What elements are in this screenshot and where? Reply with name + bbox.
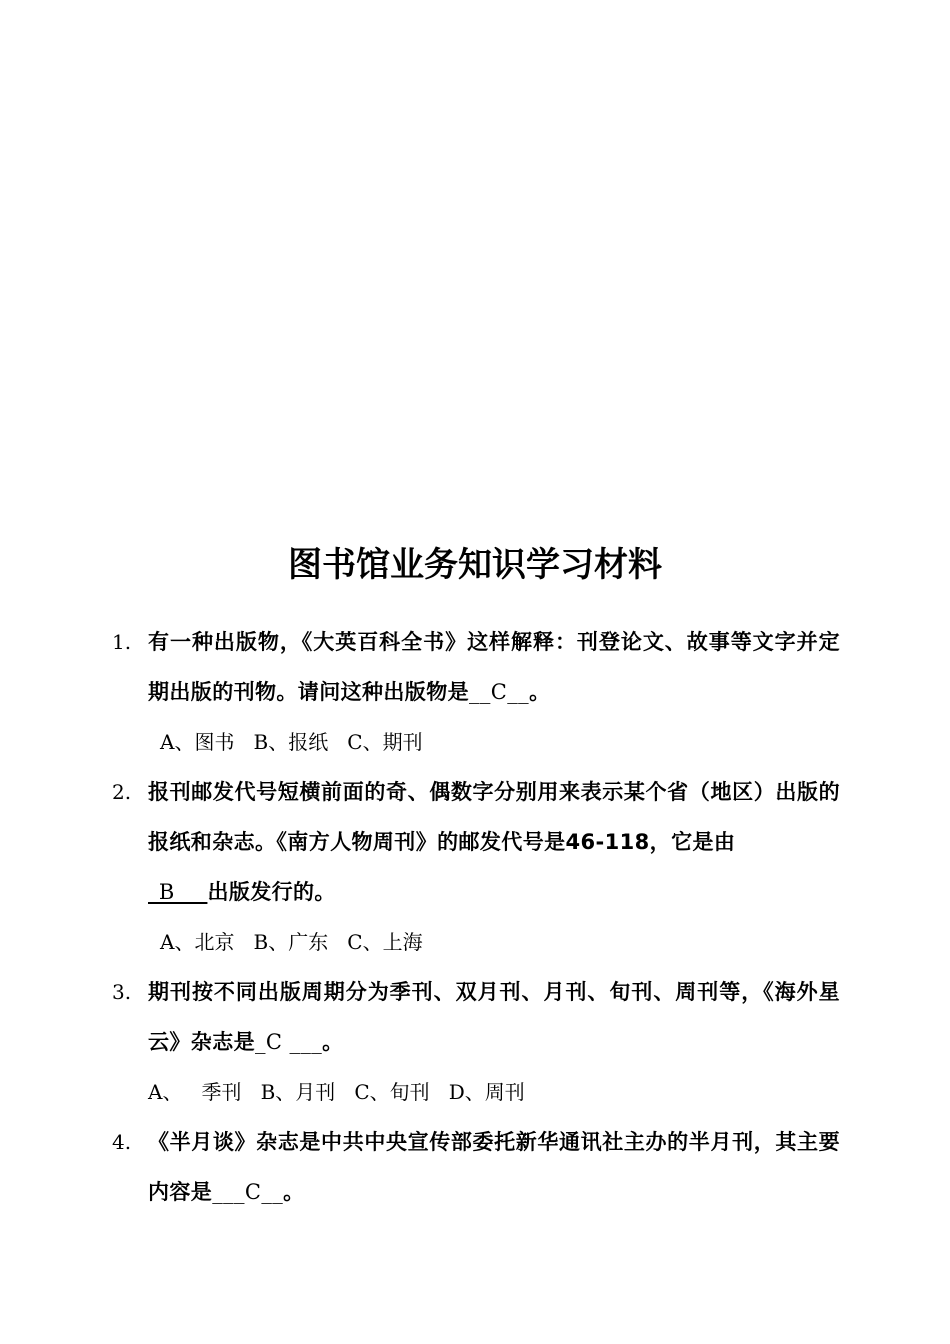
question-number: 3. <box>112 980 132 1004</box>
answer-blank: __C__ <box>469 680 530 704</box>
question-stem: 期刊按不同出版周期分为季刊、双月刊、月刊、旬刊、周刊等，《海外星云》杂志是 <box>148 980 840 1054</box>
answer-options: A、 季刊 B、月刊 C、旬刊 D、周刊 <box>148 1080 525 1104</box>
question-4 <box>112 1117 840 1217</box>
answer-blank: _C ___ <box>255 1030 323 1054</box>
question-text <box>148 967 840 1067</box>
answer-options: A、北京 B、广东 C、上海 <box>160 930 423 954</box>
question-number: 2. <box>112 780 132 804</box>
question-list <box>112 617 840 1217</box>
question-1 <box>112 617 840 767</box>
question-text <box>148 767 840 917</box>
question-stem: 《半月谈》杂志是中共中央宣传部委托新华通讯社主办的半月刊，其主要内容是 <box>148 1130 840 1204</box>
question-stem-end: 。 <box>529 680 551 704</box>
question-number: 1. <box>112 630 132 654</box>
question-text <box>148 617 840 717</box>
question-stem: 报刊邮发代号短横前面的奇、偶数字分别用来表示某个省（地区）出版的报纸和杂志。《南方人物周刊》的邮发代号是46-118，它是由 <box>148 780 840 854</box>
question-number: 4. <box>112 1130 132 1154</box>
question-stem-end: 。 <box>283 1180 305 1204</box>
question-2 <box>112 767 840 967</box>
question-text <box>148 1117 840 1217</box>
question-stem-end: 。 <box>322 1030 344 1054</box>
page-title: 图书馆业务知识学习材料 <box>288 545 662 585</box>
question-3 <box>112 967 840 1117</box>
answer-options: A、图书 B、报纸 C、期刊 <box>160 730 423 754</box>
answer-blank: ___C__ <box>212 1180 284 1204</box>
answer-blank: _B___ <box>148 880 208 904</box>
question-stem: 有一种出版物，《大英百科全书》这样解释：刊登论文、故事等文字并定期出版的刊物。请问这种出版物是 <box>148 630 840 704</box>
question-stem-end: 出版发行的。 <box>207 880 336 904</box>
